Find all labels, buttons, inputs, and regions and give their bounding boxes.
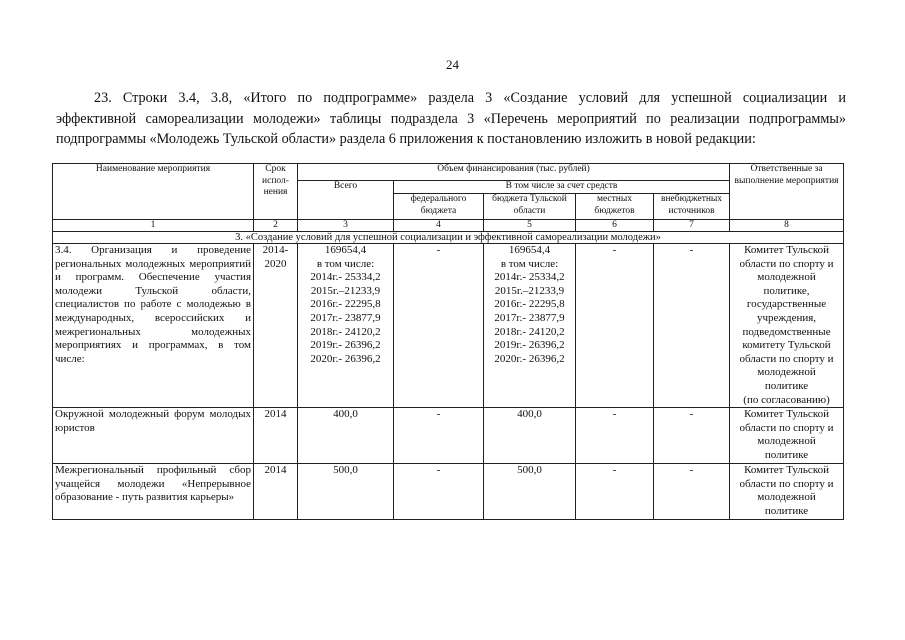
row-name: 3.4. Организация и проведение региональных молодежных мероприятий и программ. Обеспечение участия молодежи Тульской области, специалистов по работе с молодежью в международных, всероссийских и межрегиональных молодежных мероприятиях и программах, в том числе: (53, 244, 254, 408)
table-row (53, 408, 844, 464)
row-term: 2014- 2020 (254, 244, 298, 408)
row-term: 2014 (254, 464, 298, 520)
row-federal: - (394, 464, 484, 520)
column-number: 4 (394, 220, 484, 232)
row-regional: 169654,4 в том числе: 2014г.- 25334,2 2015г.–21233,9 2016г.- 22295,8 2017г.- 23877,9 2018г.- 24120,2 2019г.- 26396,2 2020г.- 26396,2 (484, 244, 576, 408)
row-name: Окружной молодежный форум молодых юристов (53, 408, 254, 464)
intro-paragraph (56, 88, 846, 150)
row-regional: 400,0 (484, 408, 576, 464)
header-extrabudget: внебюджетных источников (654, 194, 730, 220)
header-regional: бюджета Тульской области (484, 194, 576, 220)
row-local: - (576, 464, 654, 520)
row-extrabudget: - (654, 244, 730, 408)
header-financing: Объем финансирования (тыс. рублей) (298, 164, 730, 181)
column-number: 7 (654, 220, 730, 232)
row-federal: - (394, 244, 484, 408)
row-extrabudget: - (654, 464, 730, 520)
header-responsible: Ответственные за выполнение мероприятия (730, 164, 844, 220)
header-total: Всего (298, 181, 394, 220)
row-local: - (576, 244, 654, 408)
intro-line-2: эффективной самореализации молодежи» таблицы подраздела 3 «Перечень мероприятий по реализации подпрограммы» (56, 110, 846, 127)
row-extrabudget: - (654, 408, 730, 464)
row-term: 2014 (254, 408, 298, 464)
header-term: Срок испол-нения (254, 164, 298, 220)
row-local: - (576, 408, 654, 464)
column-number: 3 (298, 220, 394, 232)
row-total: 500,0 (298, 464, 394, 520)
row-responsible: Комитет Тульской области по спорту и молодежной политике (730, 408, 844, 464)
column-number: 1 (53, 220, 254, 232)
page-number: 24 (446, 57, 459, 72)
header-local: местных бюджетов (576, 194, 654, 220)
row-federal: - (394, 408, 484, 464)
column-number: 6 (576, 220, 654, 232)
header-federal: федерального бюджета (394, 194, 484, 220)
header-name: Наименование мероприятия (53, 164, 254, 220)
table-row (53, 244, 844, 408)
intro-line-1: 23. Строки 3.4, 3.8, «Итого по подпрограмме» раздела 3 «Создание условий для успешной социализации и (94, 90, 846, 106)
table-row (53, 464, 844, 520)
section-title: 3. «Создание условий для успешной социализации и эффективной самореализации молодежи» (53, 232, 844, 244)
row-name: Межрегиональный профильный сбор учащейся молодежи «Непрерывное образование - путь развития карьеры» (53, 464, 254, 520)
column-number: 8 (730, 220, 844, 232)
row-responsible: Комитет Тульской области по спорту и молодежной политике (730, 464, 844, 520)
row-regional: 500,0 (484, 464, 576, 520)
row-responsible: Комитет Тульской области по спорту и молодежной политике, государственные учреждения, подведомственные комитету Тульской области по спорту и молодежной политике (по согласованию) (730, 244, 844, 408)
column-number: 2 (254, 220, 298, 232)
column-number-row (53, 220, 844, 232)
intro-line-3: подпрограммы «Молодежь Тульской области» раздела 6 приложения к постановлению изложить в новой редакции: (56, 131, 756, 147)
financing-table (52, 163, 844, 520)
row-total: 400,0 (298, 408, 394, 464)
column-number: 5 (484, 220, 576, 232)
row-total: 169654,4 в том числе: 2014г.- 25334,2 2015г.–21233,9 2016г.- 22295,8 2017г.- 23877,9 2018г.- 24120,2 2019г.- 26396,2 2020г.- 26396,2 (298, 244, 394, 408)
header-including: В том числе за счет средств (394, 181, 730, 194)
